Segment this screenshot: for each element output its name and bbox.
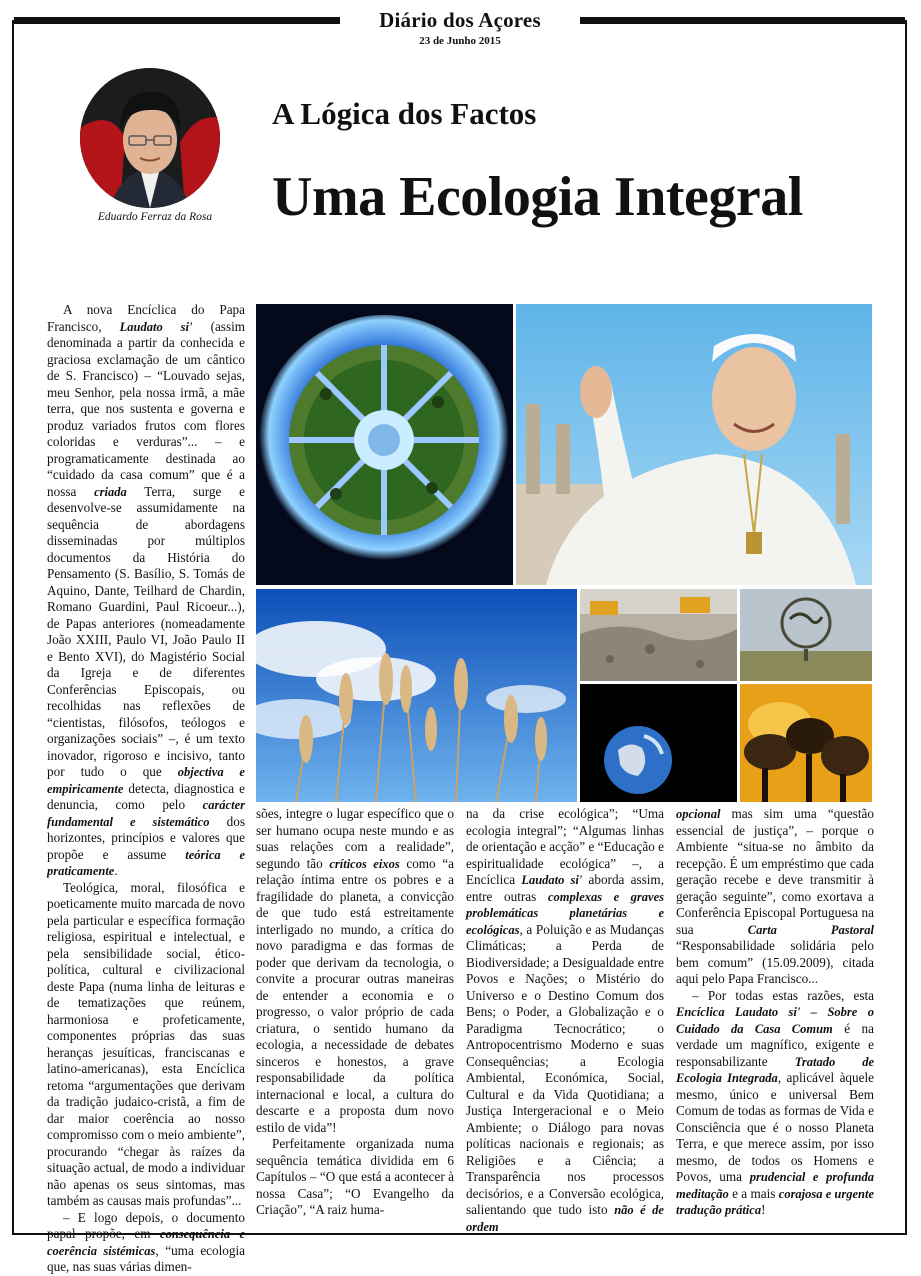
masthead-rule-left xyxy=(14,17,370,24)
paragraph: na da crise ecológica”; “Uma ecologia integral”; “Algumas linhas de orientação e acção” e “Educação e espiritualidade ecológica” –, a Encíclica Laudato si' aborda assim, entre outras complexas e graves problemáticas planetárias e ecológicas, a Poluição e as Mudanças Climáticas; a Perda de Biodiversidade; a Desigualdade entre Povos e Nações; o Mistério do Universo e o Destino Comum dos Bens; o Poder, a Globalização e o Paradigma Tecnocrático; o Antropocentrismo Moderno e suas Consequências; a Ecologia Ambiental, Económica, Social, Cultural e da Vida Quotidiana; a Justiça Intergeracional e o Meio Ambiente; o Diálogo para novas políticas nacionais e regionais; as Religiões e a Ciência; a Transparência nos processos decisórios, e a Conversão ecológica, salientando que tudo isto não é de ordem xyxy=(466,806,664,1234)
paragraph: Perfeitamente organizada numa sequência temática dividida em 6 Capítulos – “O que está a acontecer à nossa Casa”; “O Evangelho da Criação”, “A raiz huma- xyxy=(256,1136,454,1217)
article-column-1 xyxy=(47,302,245,1276)
article-column-3 xyxy=(466,806,664,1235)
author-portrait xyxy=(80,68,220,208)
paragraph: – E logo depois, o documento papal propõe, em consequência e coerência sistémicas, “uma ecologia que, nas suas várias dimen- xyxy=(47,1209,245,1274)
paragraph: Teológica, moral, filosófica e poeticamente muito marcada de novo pela particular e específica formação religiosa, espiritual e intelectual, e pela sensibilidade social, ético-política, cultural e civilizacional deste Papa (numa linha de leituras e de tematizações que reúnem, harmoniosa e profeticamente, componentes próprias das suas heranças jesuíticas, franciscanas e latino-americanas), esta Encíclica retoma “argumentações que derivam da tradição judaico-cristã, a fim de dar maior coerência ao nosso compromisso com o meio ambiente”, procurando “chegar às raízes da situação actual, de modo a individuar não apenas os seus sintomas, mas também as causas mais profundas”... xyxy=(47,879,245,1208)
article-column-2 xyxy=(256,806,454,1219)
smoke-photo xyxy=(740,684,872,802)
author-name: Eduardo Ferraz da Rosa xyxy=(97,211,213,223)
tree-globe-photo xyxy=(740,589,872,681)
article-column-4 xyxy=(676,806,874,1219)
section-kicker: A Lógica dos Factos xyxy=(272,96,537,131)
wheat-photo xyxy=(256,589,577,802)
newspaper-name: Diário dos Açores xyxy=(379,8,541,32)
pope-photo xyxy=(516,304,872,585)
masthead xyxy=(340,8,580,54)
masthead-rule-right xyxy=(552,17,905,24)
earth-photo xyxy=(580,684,737,802)
paragraph: sões, integre o lugar específico que o ser humano ocupa neste mundo e as suas relações com a realidade”, segundo tão críticos eixos como “a relação íntima entre os pobres e a fragilidade do planeta, a convicção de que tudo está estreitamente interligado no mundo, a crítica do novo paradigma e das formas de poder que derivam da tecnologia, o convite a procurar outras maneiras de entender a economia e o progresso, o valor próprio de cada criatura, o sentido humano da ecologia, a necessidade de debates sinceros e honestos, a grave responsabilidade da política internacional e local, a cultura do descarte e a proposta dum novo estilo de vida”! xyxy=(256,806,454,1135)
paragraph: opcional mas sim uma “questão essencial de justiça”, – porque o Ambiente “situa-se no âmbito da recepção. É um empréstimo que cada geração recebe e deve transmitir à geração seguinte”, como exortava a Conferência Episcopal Portuguesa na sua Carta Pastoral “Responsabilidade solidária pelo bem comum” (15.09.2009), citada aqui pelo Papa Francisco... xyxy=(676,806,874,986)
globe-photo xyxy=(256,304,513,585)
headline: Uma Ecologia Integral xyxy=(272,166,803,228)
paragraph: A nova Encíclica do Papa Francisco, Laudato si' (assim denominada a partir da conhecida e graciosa exclamação de um cântico de S. Francisco) – “Louvado sejas, meu Senhor, pela nossa irmã, a mãe terra, que nos sustenta e governa e produz variados frutos com flores coloridas e verduras”... – e programaticamente destinada ao “cuidado da casa comum” que é a nossa criada Terra, surge e desenvolve-se assumidamente na sequência de abordagens disseminadas por múltiplos documentos da História do Pensamento (S. Basílio, S. Tomás de Aquino, Dante, Teilhard de Chardin, Romano Guardini, Paul Ricoeur...), de Papas anteriores (nomeadamente João XXIII, Paulo VI, João Paulo II e Bento XVI), do Magistério Social da Igreja e de diferentes Conferências Episcopais, ou recolhidas nas reflexões de “cientistas, filósofos, teólogos e organizações sociais” –, é um texto inovador, rigoroso e incisivo, tanto por tudo o que objectiva e empiricamente detecta, diagnostica e denuncia, como pelo carácter fundamental e sistemático dos horizontes, princípios e valores que propõe e assume teórica e praticamente. xyxy=(47,302,245,878)
bulldozers-photo xyxy=(580,589,737,681)
paragraph: – Por todas estas razões, esta Encíclica Laudato si' – Sobre o Cuidado da Casa Comum é na verdade um magnífico, exigente e responsabilizante Tratado de Ecologia Integrada, aplicável àquele mesmo, único e universal Bem Comum de todas as formas de Vida e Consciência que é o nosso Planeta Terra, e que merece assim, por isso mesmo, de todos os Homens e Povos, uma prudencial e profunda meditação e a mais corajosa e urgente tradução prática! xyxy=(676,987,875,1217)
issue-date: 23 de Junho 2015 xyxy=(419,35,501,47)
